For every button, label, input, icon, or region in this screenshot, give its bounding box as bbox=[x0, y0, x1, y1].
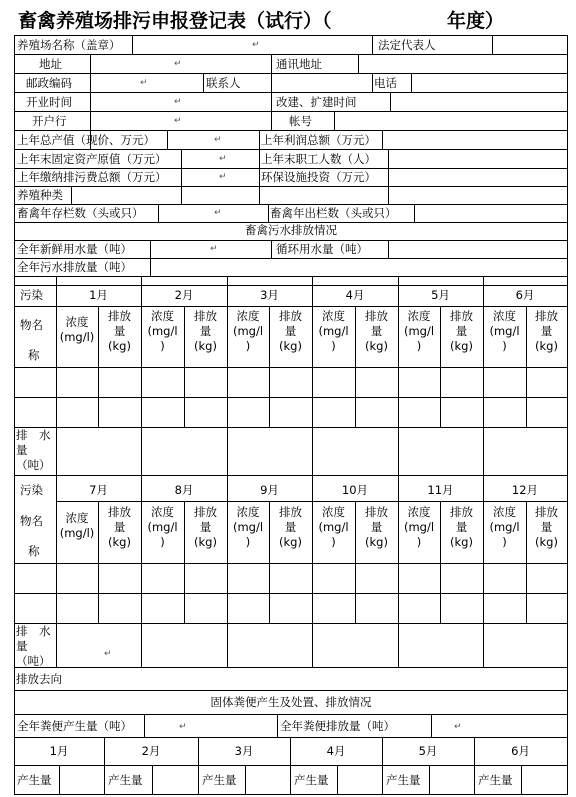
pollutant-label: 称 bbox=[28, 544, 40, 558]
v-line bbox=[141, 276, 142, 475]
h-line bbox=[14, 690, 568, 691]
conc-header: 浓度 (mg/l ) bbox=[403, 309, 435, 353]
v-line bbox=[71, 186, 72, 204]
label-mail-address: 通讯地址 bbox=[276, 57, 322, 71]
pollutant-label: 称 bbox=[28, 348, 40, 362]
v-line bbox=[132, 35, 133, 54]
label-recycle-water: 循环用水量（吨） bbox=[276, 242, 368, 256]
month-aug: 8月 bbox=[174, 483, 194, 497]
dis-header: 排放 量 (kg) bbox=[535, 309, 558, 353]
label-legal-rep: 法定代表人 bbox=[378, 38, 436, 52]
dis-header: 排放 量 (kg) bbox=[108, 309, 131, 353]
return-mark: ↵ bbox=[219, 172, 227, 182]
v-line bbox=[358, 54, 359, 73]
h-line bbox=[14, 285, 568, 286]
dis-header: 排放 量 (kg) bbox=[535, 505, 558, 549]
h-line bbox=[14, 92, 568, 93]
conc-header: 浓度 (mg/l ) bbox=[489, 309, 520, 353]
h-line bbox=[14, 73, 568, 74]
h-line bbox=[14, 623, 568, 624]
label-postcode: 邮政编码 bbox=[26, 76, 72, 90]
v-line bbox=[390, 92, 391, 111]
conc-header: 浓度 (mg/l ) bbox=[318, 309, 349, 353]
v-line bbox=[181, 149, 182, 204]
month-sep: 9月 bbox=[260, 483, 279, 497]
month-nov: 11月 bbox=[427, 483, 454, 497]
return-mark: ↵ bbox=[174, 59, 182, 69]
v-line bbox=[203, 73, 204, 92]
v-line bbox=[492, 35, 493, 54]
amount-label: 产生量 bbox=[17, 773, 52, 787]
label-workers: 上年末职工人数（人） bbox=[261, 152, 376, 166]
h-line bbox=[14, 149, 568, 150]
amount-label: 产生量 bbox=[478, 773, 513, 787]
v-line bbox=[483, 475, 484, 667]
h-line bbox=[14, 168, 568, 169]
h-line bbox=[14, 737, 568, 738]
dis-header: 排放 量 (kg) bbox=[450, 505, 473, 549]
month-feb: 2月 bbox=[174, 288, 194, 302]
v-line bbox=[271, 111, 272, 130]
return-mark: ↵ bbox=[219, 154, 227, 164]
amount-label: 产生量 bbox=[386, 773, 421, 787]
v-line bbox=[388, 149, 389, 204]
v-line bbox=[372, 73, 373, 92]
label-contact: 联系人 bbox=[206, 76, 241, 90]
h-line bbox=[14, 111, 568, 112]
label-rebuild-time: 改建、扩建时间 bbox=[276, 95, 357, 109]
v-line bbox=[268, 204, 269, 222]
v-line bbox=[152, 765, 153, 794]
label-discharge-water: 全年污水排放量（吨） bbox=[17, 260, 132, 274]
conc-header: 浓度 (mg/l ) bbox=[147, 505, 178, 549]
v-line bbox=[337, 765, 338, 794]
h-line bbox=[14, 475, 568, 476]
h-line bbox=[14, 35, 568, 36]
h-line bbox=[14, 130, 568, 131]
label-farm-name: 养殖场名称（盖章） bbox=[17, 38, 121, 52]
form-title bbox=[0, 0, 576, 34]
label-fixed-assets: 上年末固定资产原值（万元） bbox=[17, 152, 167, 166]
conc-header: 浓度 (mg/l) bbox=[59, 315, 95, 344]
v-line bbox=[334, 111, 335, 130]
v-line bbox=[372, 35, 373, 54]
v-line bbox=[150, 240, 151, 258]
v-line bbox=[312, 475, 313, 667]
water-section-title: 畜禽污水排放情况 bbox=[245, 223, 337, 237]
solid-section-title: 固体粪便产生及处置、排放情况 bbox=[210, 695, 372, 709]
amount-label: 产生量 bbox=[202, 773, 237, 787]
conc-header: 浓度 (mg/l ) bbox=[232, 309, 264, 353]
dis-header: 排放 量 (kg) bbox=[450, 309, 473, 353]
v-line bbox=[398, 475, 399, 667]
v-line bbox=[167, 130, 168, 149]
dis-header: 排放 量 (kg) bbox=[365, 309, 388, 353]
h-line bbox=[14, 427, 568, 428]
v-line bbox=[227, 276, 228, 475]
v-line bbox=[271, 73, 272, 92]
v-line bbox=[431, 714, 432, 737]
v-line bbox=[411, 73, 412, 92]
conc-header: 浓度 (mg/l) bbox=[59, 511, 95, 540]
v-line bbox=[388, 240, 389, 258]
dis-header: 排放 量 (kg) bbox=[194, 309, 217, 353]
label-start-time: 开业时间 bbox=[26, 95, 72, 109]
solid-month-may: 5月 bbox=[418, 744, 438, 758]
v-line bbox=[245, 765, 246, 794]
h-line bbox=[14, 258, 568, 259]
month-jan: 1月 bbox=[89, 288, 108, 302]
v-line bbox=[144, 714, 145, 737]
dis-header: 排放 量 (kg) bbox=[365, 505, 388, 549]
v-line bbox=[271, 54, 272, 73]
pollutant-label: 污染 bbox=[20, 288, 43, 302]
v-line bbox=[59, 765, 60, 794]
flow-direction-label: 排放去向 bbox=[16, 672, 62, 686]
discharge-volume-label: 排 水 量 （吨） bbox=[16, 624, 51, 668]
return-mark: ↵ bbox=[252, 40, 260, 50]
v-line bbox=[271, 240, 272, 258]
h-line bbox=[14, 714, 568, 715]
label-fresh-water: 全年新鲜用水量（吨） bbox=[17, 242, 132, 256]
conc-header: 浓度 (mg/l ) bbox=[147, 309, 178, 353]
h-line bbox=[14, 54, 568, 55]
label-manure-discharged: 全年粪便排放量（吨） bbox=[280, 719, 395, 733]
v-line bbox=[312, 276, 313, 475]
return-mark: ↵ bbox=[174, 97, 182, 107]
label-bank: 开户行 bbox=[32, 114, 67, 128]
v-line bbox=[259, 149, 260, 204]
v-line bbox=[398, 276, 399, 475]
v-line bbox=[158, 204, 159, 222]
solid-month-mar: 3月 bbox=[234, 744, 254, 758]
label-fee-paid: 上年缴纳排污费总额（万元） bbox=[17, 170, 167, 184]
pollutant-label: 污染 bbox=[20, 483, 43, 497]
v-line bbox=[259, 130, 260, 149]
dis-header: 排放 量 (kg) bbox=[108, 505, 131, 549]
label-profit: 上年利润总额（万元） bbox=[261, 133, 376, 147]
h-line bbox=[14, 794, 568, 795]
month-jul: 7月 bbox=[89, 483, 108, 497]
h-line bbox=[14, 276, 568, 277]
amount-label: 产生量 bbox=[108, 773, 143, 787]
v-line bbox=[429, 765, 430, 794]
month-jun: 6月 bbox=[515, 288, 535, 302]
pollutant-label: 物名 bbox=[20, 318, 43, 332]
v-line bbox=[277, 714, 278, 737]
return-mark: ↵ bbox=[214, 208, 222, 218]
v-line bbox=[56, 427, 57, 475]
month-mar: 3月 bbox=[260, 288, 279, 302]
title-main: 畜禽养殖场排污申报登记表（试行）（ bbox=[18, 10, 332, 32]
dis-header: 排放 量 (kg) bbox=[279, 505, 302, 549]
conc-header: 浓度 (mg/l ) bbox=[232, 505, 264, 549]
v-line bbox=[227, 475, 228, 667]
label-env-invest: 环保设施投资（万元） bbox=[261, 170, 376, 184]
label-slaughter: 畜禽年出栏数（头或只） bbox=[270, 206, 397, 220]
v-line bbox=[567, 35, 568, 795]
conc-header: 浓度 (mg/l ) bbox=[318, 505, 349, 549]
label-manure-produced: 全年粪便产生量（吨） bbox=[17, 719, 132, 733]
h-line bbox=[14, 765, 568, 766]
label-species: 养殖种类 bbox=[17, 188, 63, 202]
label-stock: 畜禽年存栏数（头或只） bbox=[17, 206, 144, 220]
month-may: 5月 bbox=[431, 288, 450, 302]
v-line bbox=[483, 276, 484, 475]
label-phone: 电话 bbox=[374, 76, 397, 90]
label-address: 地址 bbox=[39, 57, 62, 71]
v-line bbox=[14, 35, 15, 795]
return-mark: ↵ bbox=[104, 649, 112, 659]
title-year: 年度） bbox=[447, 10, 505, 32]
pollutant-label: 物名 bbox=[20, 514, 43, 528]
return-mark: ↵ bbox=[214, 135, 222, 145]
conc-header: 浓度 (mg/l ) bbox=[403, 505, 435, 549]
v-line bbox=[56, 623, 57, 667]
discharge-volume-label: 排 水 量 （吨） bbox=[16, 428, 51, 472]
dis-header: 排放 量 (kg) bbox=[279, 309, 302, 353]
month-oct: 10月 bbox=[341, 483, 369, 497]
month-apr: 4月 bbox=[345, 288, 365, 302]
conc-header: 浓度 (mg/l ) bbox=[489, 505, 520, 549]
dis-header: 排放 量 (kg) bbox=[194, 505, 217, 549]
solid-month-feb: 2月 bbox=[141, 744, 161, 758]
h-line bbox=[14, 240, 568, 241]
month-dec: 12月 bbox=[511, 483, 539, 497]
return-mark: ↵ bbox=[140, 78, 148, 88]
return-mark: ↵ bbox=[454, 722, 462, 732]
v-line bbox=[382, 130, 383, 149]
v-line bbox=[150, 258, 151, 276]
v-line bbox=[271, 92, 272, 111]
h-line bbox=[14, 667, 568, 668]
h-line bbox=[14, 186, 568, 187]
return-mark: ↵ bbox=[210, 244, 218, 254]
h-line bbox=[14, 204, 568, 205]
label-output-value: 上年总产值（现价、万元） bbox=[17, 133, 155, 147]
solid-month-jan: 1月 bbox=[49, 744, 69, 758]
v-line bbox=[141, 475, 142, 667]
label-account: 帐号 bbox=[289, 114, 312, 128]
solid-month-jun: 6月 bbox=[511, 744, 530, 758]
v-line bbox=[521, 765, 522, 794]
solid-month-apr: 4月 bbox=[326, 744, 346, 758]
registration-form bbox=[14, 35, 568, 795]
return-mark: ↵ bbox=[174, 116, 182, 126]
v-line bbox=[414, 204, 415, 222]
return-mark: ↵ bbox=[179, 722, 187, 732]
amount-label: 产生量 bbox=[294, 773, 329, 787]
